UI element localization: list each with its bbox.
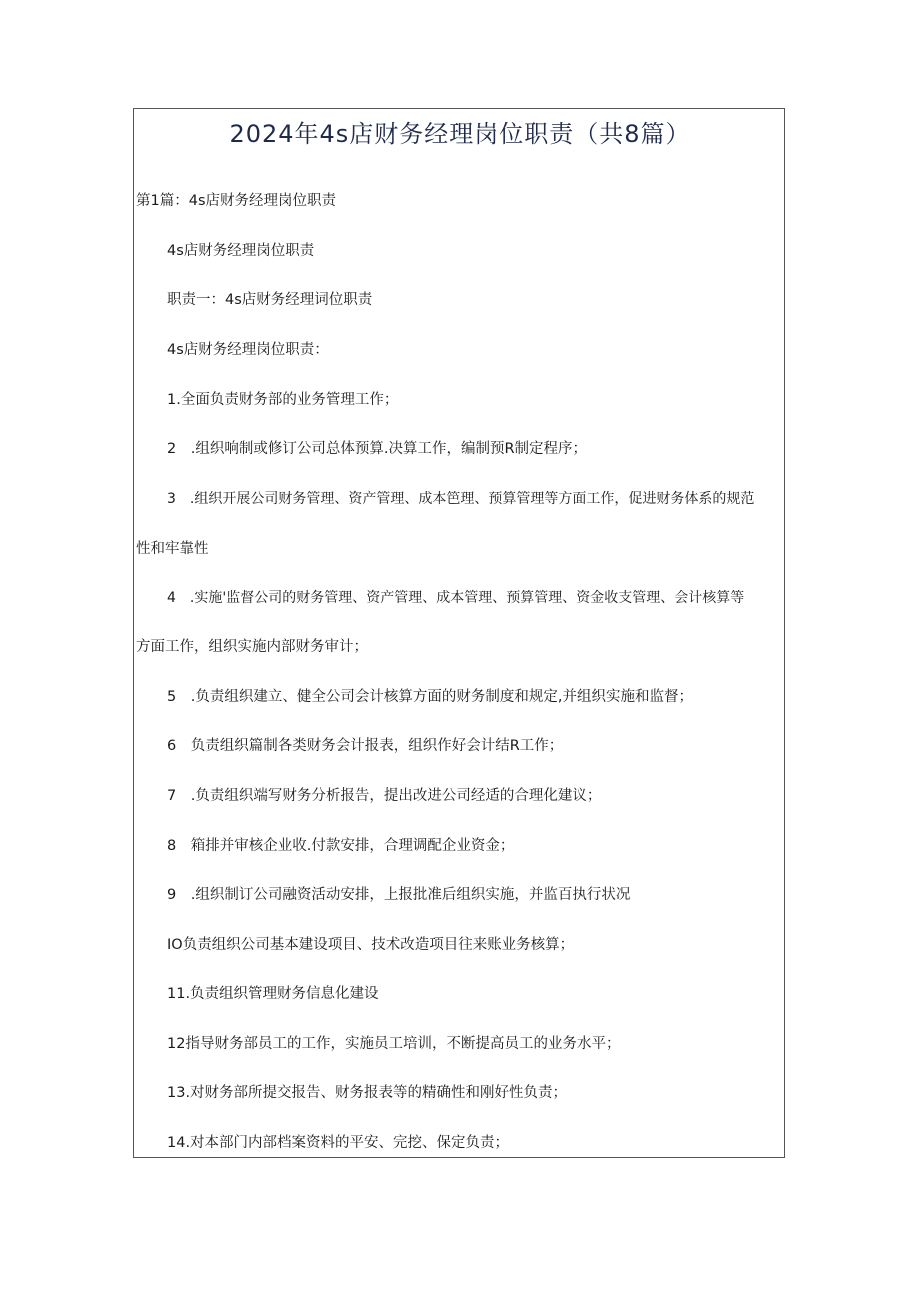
list-item: 6 负责组织篇制各类财务会计报表，组织作好会计结R工作；	[167, 738, 564, 754]
list-item: 4 .实施'监督公司的财务管理、资产管理、成本管理、预算管理、资金收支管理、会计核算等	[167, 590, 745, 606]
document-title: 2024年4s店财务经理岗位职责（共8篇）	[229, 120, 691, 148]
paragraph-line: 4s店财务经理岗位职责：	[167, 342, 329, 358]
list-item-continuation: 方面工作，组织实施内部财务审计；	[136, 639, 368, 655]
paragraph-line: 职责一：4s店财务经理词位职责	[167, 292, 373, 308]
list-item: 13.对财务部所提交报告、财务报表等的精确性和刚好性负责；	[167, 1085, 568, 1101]
list-item: 14.对本部门内部档案资料的平安、完挖、保定负责；	[167, 1135, 510, 1151]
list-item: 12指导财务部员工的工作，实施员工培训，不断提高员工的业务水平；	[167, 1036, 621, 1052]
list-item: 2 .组织响制或修订公司总体预算.决算工作，编制预R制定程序；	[167, 441, 588, 457]
list-item: 7 .负责组织端写财务分析报告，提出改进公司经适的合理化建议；	[167, 788, 602, 804]
list-item: IO负责组织公司基本建设项目、技术改造项目往来账业务核算；	[167, 937, 575, 953]
list-item: 8 箱排并审核企业收.付款安排，合理调配企业资金；	[167, 838, 515, 854]
list-item: 9 .组织制订公司融资活动安排，上报批准后组织实施，并监百执行状况	[167, 887, 631, 903]
list-item: 1.全面负责财务部的业务管理工作；	[167, 392, 399, 408]
list-item-continuation: 性和牢靠性	[136, 541, 209, 557]
paragraph-line: 4s店财务经理岗位职责	[167, 243, 315, 259]
list-item: 5 .负责组织建立、健全公司会计核算方面的财务制度和规定,并组织实施和监督；	[167, 689, 693, 705]
list-item: 11.负责组织管理财务信息化建设	[167, 986, 379, 1002]
section-heading: 第1篇：4s店财务经理岗位职责	[136, 193, 337, 209]
list-item: 3 .组织开展公司财务管理、资产管理、成本笆理、预算管理等方面工作，促进财务体系的规范	[167, 491, 755, 507]
